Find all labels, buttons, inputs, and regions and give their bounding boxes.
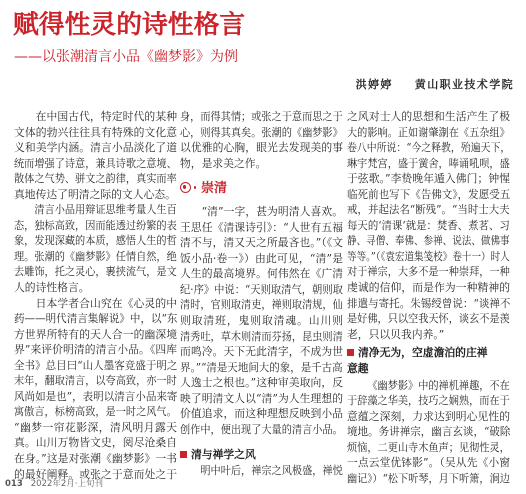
text-line: [14, 109, 177, 125]
line-text: 散体之气势、骈文之韵律，真实而率: [14, 172, 177, 186]
line-text: 价值追求，而这种理想反映到小品: [180, 407, 343, 421]
text-line: [347, 471, 510, 487]
paragraph: [180, 204, 343, 437]
bullseye-icon: [180, 182, 191, 193]
line-text: 人的诗性格言。: [14, 281, 90, 295]
text-line: [180, 313, 343, 329]
line-text: 于辞藻之华美，技巧之娴熟，而在于: [347, 394, 510, 408]
text-line: [14, 404, 177, 420]
author-affiliation: 黄山职业技术学院: [414, 78, 514, 91]
text-line: [347, 361, 510, 378]
text-line: [14, 264, 177, 280]
line-text: 静、寻僧、奉佛、参禅、说法、做佛事: [347, 234, 510, 248]
author-name: 洪婷婷: [355, 78, 393, 91]
paragraph: [14, 296, 177, 483]
text-line: [180, 282, 343, 298]
line-text: 义和美学内涵。清言小品淡化了道: [14, 141, 177, 155]
line-text: 在身。”这是对张潮《幽梦影》一书: [14, 452, 177, 466]
text-line: [347, 249, 510, 265]
line-text: 界。”“清是天地间大的象，是千古高: [180, 360, 343, 374]
line-text: 身，而得其情；或张之于意而思之于: [180, 110, 343, 123]
line-text: 以优雅的心胸，眼光去发现美的事: [180, 141, 343, 155]
text-line: [347, 327, 510, 343]
text-line: [14, 280, 177, 296]
subsection-heading-text: 清净无为，空虚澹泊的庄禅: [358, 345, 488, 359]
text-line: [347, 311, 510, 327]
line-text: 理。张潮的《幽梦影》任情自然，绝: [14, 249, 177, 263]
text-line: [180, 109, 343, 125]
line-text: 虔诚的信仰，而是作为一种精神的: [347, 281, 510, 295]
line-text: 大的影响。正如谢肇淛在《五杂组》: [347, 125, 510, 139]
paragraph: [14, 202, 177, 295]
text-line: [347, 280, 510, 296]
line-text: 全书》总目曰“山人墨客竞盛于明之: [14, 358, 178, 372]
line-text: 临死前也写下《告佛文》，发愿受五: [347, 187, 511, 201]
text-line: [347, 409, 510, 425]
line-text: 在中国古代，特定时代的某种: [35, 110, 177, 123]
subsection-heading: [347, 345, 510, 378]
line-text: 对于禅宗，大多不是一种崇拜，一种: [347, 265, 510, 279]
text-line: [180, 463, 343, 479]
text-line: [14, 311, 178, 327]
line-text: 真。山川万物皆文史，阅尽沧桑自: [14, 436, 177, 450]
paragraph: [347, 378, 510, 487]
square-bullet-icon: [180, 451, 187, 458]
text-line: [14, 451, 177, 467]
line-text: 琳宇梵宫，盛于黉舍，唪诵吼呗，盛: [347, 156, 510, 170]
text-line: [14, 156, 177, 172]
line-text: 于弦歌。”李贽晚年遁入佛门；钟惺: [347, 172, 510, 186]
line-text: 态，独标高致，因而能透过纷繁的表: [14, 218, 177, 232]
line-text: 是好佛，只以空我天怀，谈玄不是羡: [347, 312, 510, 326]
line-text: 药——明代清言集解说》中，以“东: [14, 312, 178, 326]
text-line: [180, 204, 343, 220]
article-title: 赋得性灵的诗性格言: [13, 10, 246, 40]
text-line: [180, 140, 343, 156]
paragraph: [14, 109, 177, 202]
text-line: [180, 125, 343, 141]
text-line: [347, 296, 511, 312]
text-line: [180, 447, 343, 463]
line-text: 王思任《清课诗引》：“人世有五福: [180, 220, 343, 234]
paragraph: [347, 109, 510, 342]
text-line: [347, 455, 510, 471]
line-text: 文体的勃兴往往具有特殊的文化意: [14, 125, 177, 139]
line-text: 《幽梦影》中的禅机禅趣，不在: [367, 378, 510, 392]
paragraph: [180, 463, 343, 479]
text-line: [347, 202, 510, 218]
text-line: [180, 235, 343, 251]
line-text: 清时，官则取清吏，禅则取清规，仙: [180, 298, 343, 312]
line-text: 寓傲言，标榜高致，是一时之风气。: [14, 405, 177, 419]
text-line: [14, 218, 177, 234]
line-text: 老，只以贝我内养。”: [347, 327, 445, 341]
line-text: 每天的‘清课’就是：焚香、煮茗、习: [347, 218, 510, 232]
text-line: [347, 393, 510, 409]
text-line: [347, 440, 510, 456]
line-text: 则取清班，鬼则取清魂。山川则: [180, 314, 343, 328]
text-line: [14, 435, 177, 451]
line-text: 纪·序》中说：“天则取清气，朝则取: [180, 282, 343, 296]
text-column-left: [14, 109, 177, 482]
text-line: [14, 389, 178, 405]
line-text: 象，发现深藏的本质，感悟人生的哲: [14, 234, 177, 248]
page-footer: [5, 479, 103, 490]
text-line: [14, 373, 177, 389]
line-text: 人生的最高境界。何伟然在《广清: [180, 267, 343, 281]
line-text: 明中叶后，禅宗之风极盛，禅悦: [200, 463, 343, 477]
line-text: 风尚如是也”，表明以清言小品来寄: [14, 389, 178, 403]
line-text: 烦恼，二更山寺木鱼声；见彻性灵，: [347, 440, 510, 454]
text-line: [180, 329, 343, 345]
text-line: [14, 202, 177, 218]
line-text: 饭小品·卷一》）由此可见，“清”是: [180, 251, 343, 265]
text-column-middle: [180, 109, 343, 478]
text-line: [14, 171, 177, 187]
text-line: [14, 327, 177, 343]
text-line: [347, 156, 510, 172]
line-text: 幽记》）“松下听琴，月下听箫，涧边: [347, 471, 510, 485]
article-subtitle: ——以张潮清言小品《幽梦影》为例: [14, 49, 238, 65]
line-text: 一点云堂优钵影”。（吴从先《小窗: [347, 456, 510, 470]
text-line: [14, 358, 178, 374]
text-line: [14, 125, 177, 141]
text-line: [347, 171, 510, 187]
issue-info: 2022年2月·上旬刊: [30, 479, 103, 489]
text-line: [14, 140, 177, 156]
text-line: [347, 109, 510, 125]
text-line: [180, 406, 343, 422]
line-text: 意蕴之深刻，力求达到明心见性的: [347, 409, 510, 423]
subsection-heading-text: 意趣: [347, 362, 369, 376]
byline: [356, 78, 514, 92]
text-line: [180, 266, 343, 282]
line-text: 日本学者合山究在《心灵的中: [35, 296, 177, 310]
line-text: 人逸士之根也。”这种审美取向，反: [180, 376, 343, 390]
text-line: [347, 125, 510, 141]
text-line: [180, 344, 343, 360]
line-text: 排遣与寄托。朱锡绶曾说：“谈禅不: [347, 296, 511, 310]
line-text: 等等。”（《袁宏道集笺校》卷十一）时人: [347, 249, 510, 263]
text-line: [180, 220, 343, 236]
subsection-heading: [180, 447, 343, 463]
line-text: 卷八中所说：“今之释教，殆遍天下，: [347, 141, 511, 155]
square-bullet-icon: [347, 349, 354, 356]
line-text: 统而增强了诗意，兼具诗歌之意境、: [14, 156, 177, 170]
text-line: [14, 296, 177, 312]
line-text: 戒，并起法名“断残”。“当时士大夫: [347, 203, 510, 217]
line-text: 境地。务讲禅宗，幽言玄谈，“破除: [347, 425, 511, 439]
text-line: [180, 297, 343, 313]
text-line: [347, 424, 511, 440]
text-line: [347, 345, 510, 362]
line-text: 心，则得其真矣。张潮的《幽梦影》: [180, 125, 343, 139]
line-text: 映了明清文人以“清”为人生理想的: [180, 391, 343, 405]
text-line: [14, 342, 177, 358]
text-column-right: [347, 109, 510, 487]
line-text: 而鸣冷。天下无此清字，不成为世: [180, 345, 343, 359]
line-text: 物，是求美之作。: [180, 156, 267, 170]
line-text: 去雕饰，托之灵心，裹挟流气，是文: [14, 265, 177, 279]
text-line: [347, 233, 510, 249]
text-line: [180, 391, 343, 407]
subsection-heading-text: 清与禅学之风: [191, 448, 256, 462]
line-text: 创作中，便出现了大量的清言小品。: [180, 422, 343, 436]
line-text: “幽梦一帘花影深，清风明月露天: [14, 420, 177, 434]
text-line: [14, 420, 177, 436]
line-text: 清言小品用辩证思维考量人生百: [34, 203, 177, 217]
text-line: [14, 233, 177, 249]
line-text: 清秀吐，草木则清而芬扬，昆虫则清: [180, 329, 343, 343]
text-line: [347, 218, 510, 234]
text-line: [347, 140, 511, 156]
text-line: [347, 187, 511, 203]
text-line: [347, 264, 510, 280]
page-number: 013: [5, 479, 23, 489]
text-line: [180, 156, 343, 172]
text-line: [14, 187, 177, 203]
section-heading: [180, 179, 343, 199]
text-line: [347, 378, 510, 394]
section-heading-text: 崇清: [201, 181, 228, 197]
text-line: [180, 179, 343, 199]
paragraph: [180, 109, 343, 171]
line-text: 清不与，清又天之所最吝也。”（《文: [180, 236, 343, 250]
line-text: 真地传达了明清之际的文人心态。: [14, 187, 176, 201]
text-line: [180, 422, 343, 438]
line-text: “清”一字，甚为明清人喜欢。: [201, 205, 343, 219]
line-text: 之风对士人的思想和生活产生了极: [347, 110, 510, 123]
text-line: [180, 251, 343, 267]
line-text: 末年，翻取清言，以夸高致，亦一时: [14, 374, 177, 388]
line-text: 界”来评价明清的清言小品。《四库: [14, 343, 177, 357]
line-text: 方世界所特有的天人合一的幽深境: [14, 327, 177, 341]
text-line: [180, 375, 343, 391]
text-line: [180, 360, 343, 376]
line-text: 的最好阐释。或张之于意而处之于: [14, 467, 177, 481]
text-line: [14, 249, 177, 265]
